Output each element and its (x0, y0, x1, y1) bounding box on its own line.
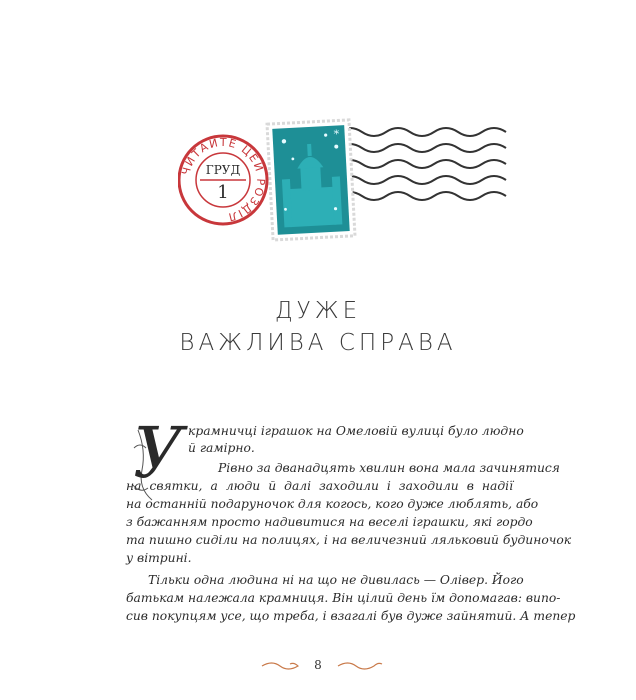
stamp-illustration (178, 118, 522, 248)
svg-text:*: * (333, 127, 340, 141)
text-line: з бажанням просто надивитися на веселі іграшки, які гордо (126, 515, 533, 529)
text-line: у вітрині. (126, 551, 192, 565)
page-number: 8 (314, 658, 322, 672)
chapter-title-line1: ДУЖЕ (274, 298, 362, 324)
stamp-day: 1 (217, 182, 229, 203)
text-line: й гамірно. (188, 441, 255, 455)
text-line: Тільки одна людина ні на що не дивилась — Олівер. Його (148, 573, 524, 587)
text-line: Рівно за дванадцять хвилин вона мала зачинятися (218, 461, 560, 475)
ring-text: ЧИТАЙТЕ ЦЕЙ РОЗДІЛ (179, 135, 268, 224)
postage-stamp (267, 120, 355, 240)
chapter-title-line2: ВАЖЛИВА СПРАВА (179, 330, 457, 356)
postmark-lines (338, 128, 506, 200)
text-line: та пишно сиділи на полицях, і на величезний ляльковий будиночок (126, 533, 572, 547)
text-line: крамничці іграшок на Омеловій вулиці було людно (188, 424, 524, 438)
text-line: на останній подаруночок для когось, кого дуже люблять, або (126, 497, 539, 511)
text-line: на святки, а люди й далі заходили і заходили в надії (126, 479, 513, 493)
drop-cap: У (133, 412, 184, 494)
text-line: батькам належала крамниця. Він цілий день їм допомагав: випо- (126, 591, 561, 605)
stamp-month: ГРУД (205, 163, 241, 177)
text-line: сив покупцям усе, що треба, і взагалі був дуже зайнятий. А тепер (126, 609, 576, 623)
